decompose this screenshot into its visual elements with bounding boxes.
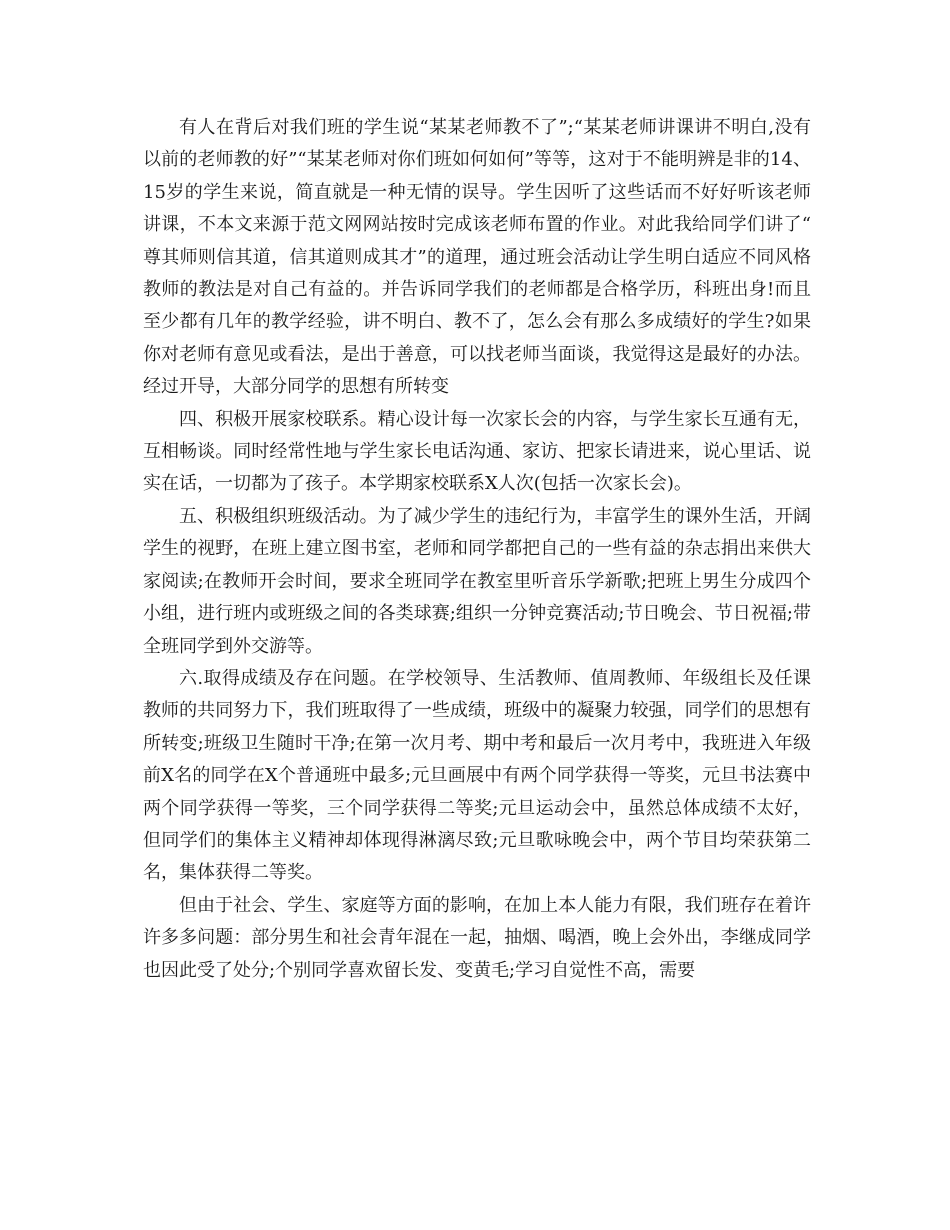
paragraph-achievements-problems: 六.取得成绩及存在问题。在学校领导、生活教师、值周教师、年级组长及任课教师的共同努力下，我们班取得了一些成绩，班级中的凝聚力较强，同学们的思想有所转变;班级卫生随时干净;在第一次月考、期中考和最后一次月考中，我班进入年级前X名的同学在X个普通班中最多;元旦画展中有两个同学获得一等奖，元旦书法赛中两个同学获得一等奖，三个同学获得二等奖;元旦运动会中，虽然总体成绩不太好，但同学们的集体主义精神却体现得淋漓尽致;元旦歌咏晚会中，两个节目均荣获第二名，集体获得二等奖。	[143, 667, 811, 884]
paragraph-home-school-contact: 四、积极开展家校联系。精心设计每一次家长会的内容，与学生家长互通有无，互相畅谈。同时经常性地与学生家长电话沟通、家访、把家长请进来，说心里话、说实在话，一切都为了孩子。本学期家校联系X人次(包括一次家长会)。	[143, 408, 811, 495]
document-body	[143, 112, 811, 987]
paragraph-teacher-respect: 有人在背后对我们班的学生说“某某老师教不了”;“某某老师讲课讲不明白,没有以前的老师教的好”“某某老师对你们班如何如何”等等，这对于不能明辨是非的14、15岁的学生来说，简直就是一种无情的误导。学生因听了这些话而不好好听该老师讲课，不本文来源于范文网网站按时完成该老师布置的作业。对此我给同学们讲了“尊其师则信其道，信其道则成其才”的道理，通过班会活动让学生明白适应不同风格教师的教法是对自己有益的。并告诉同学我们的老师都是合格学历，科班出身!而且至少都有几年的教学经验，讲不明白、教不了，怎么会有那么多成绩好的学生?如果你对老师有意见或看法，是出于善意，可以找老师当面谈，我觉得这是最好的办法。经过开导，大部分同学的思想有所转变	[143, 117, 811, 398]
paragraph-class-activities: 五、积极组织班级活动。为了减少学生的违纪行为，丰富学生的课外生活，开阔学生的视野，在班上建立图书室，老师和同学都把自己的一些有益的杂志捐出来供大家阅读;在教师开会时间，要求全班同学在教室里听音乐学新歌;把班上男生分成四个小组，进行班内或班级之间的各类球赛;组织一分钟竞赛活动;节日晚会、节日祝福;带全班同学到外交游等。	[143, 505, 811, 657]
paragraph-existing-problems: 但由于社会、学生、家庭等方面的影响，在加上本人能力有限，我们班存在着许许多多问题：部分男生和社会青年混在一起，抽烟、喝酒，晚上会外出，李继成同学也因此受了处分;个别同学喜欢留长发、变黄毛;学习自觉性不高，需要	[143, 894, 811, 981]
